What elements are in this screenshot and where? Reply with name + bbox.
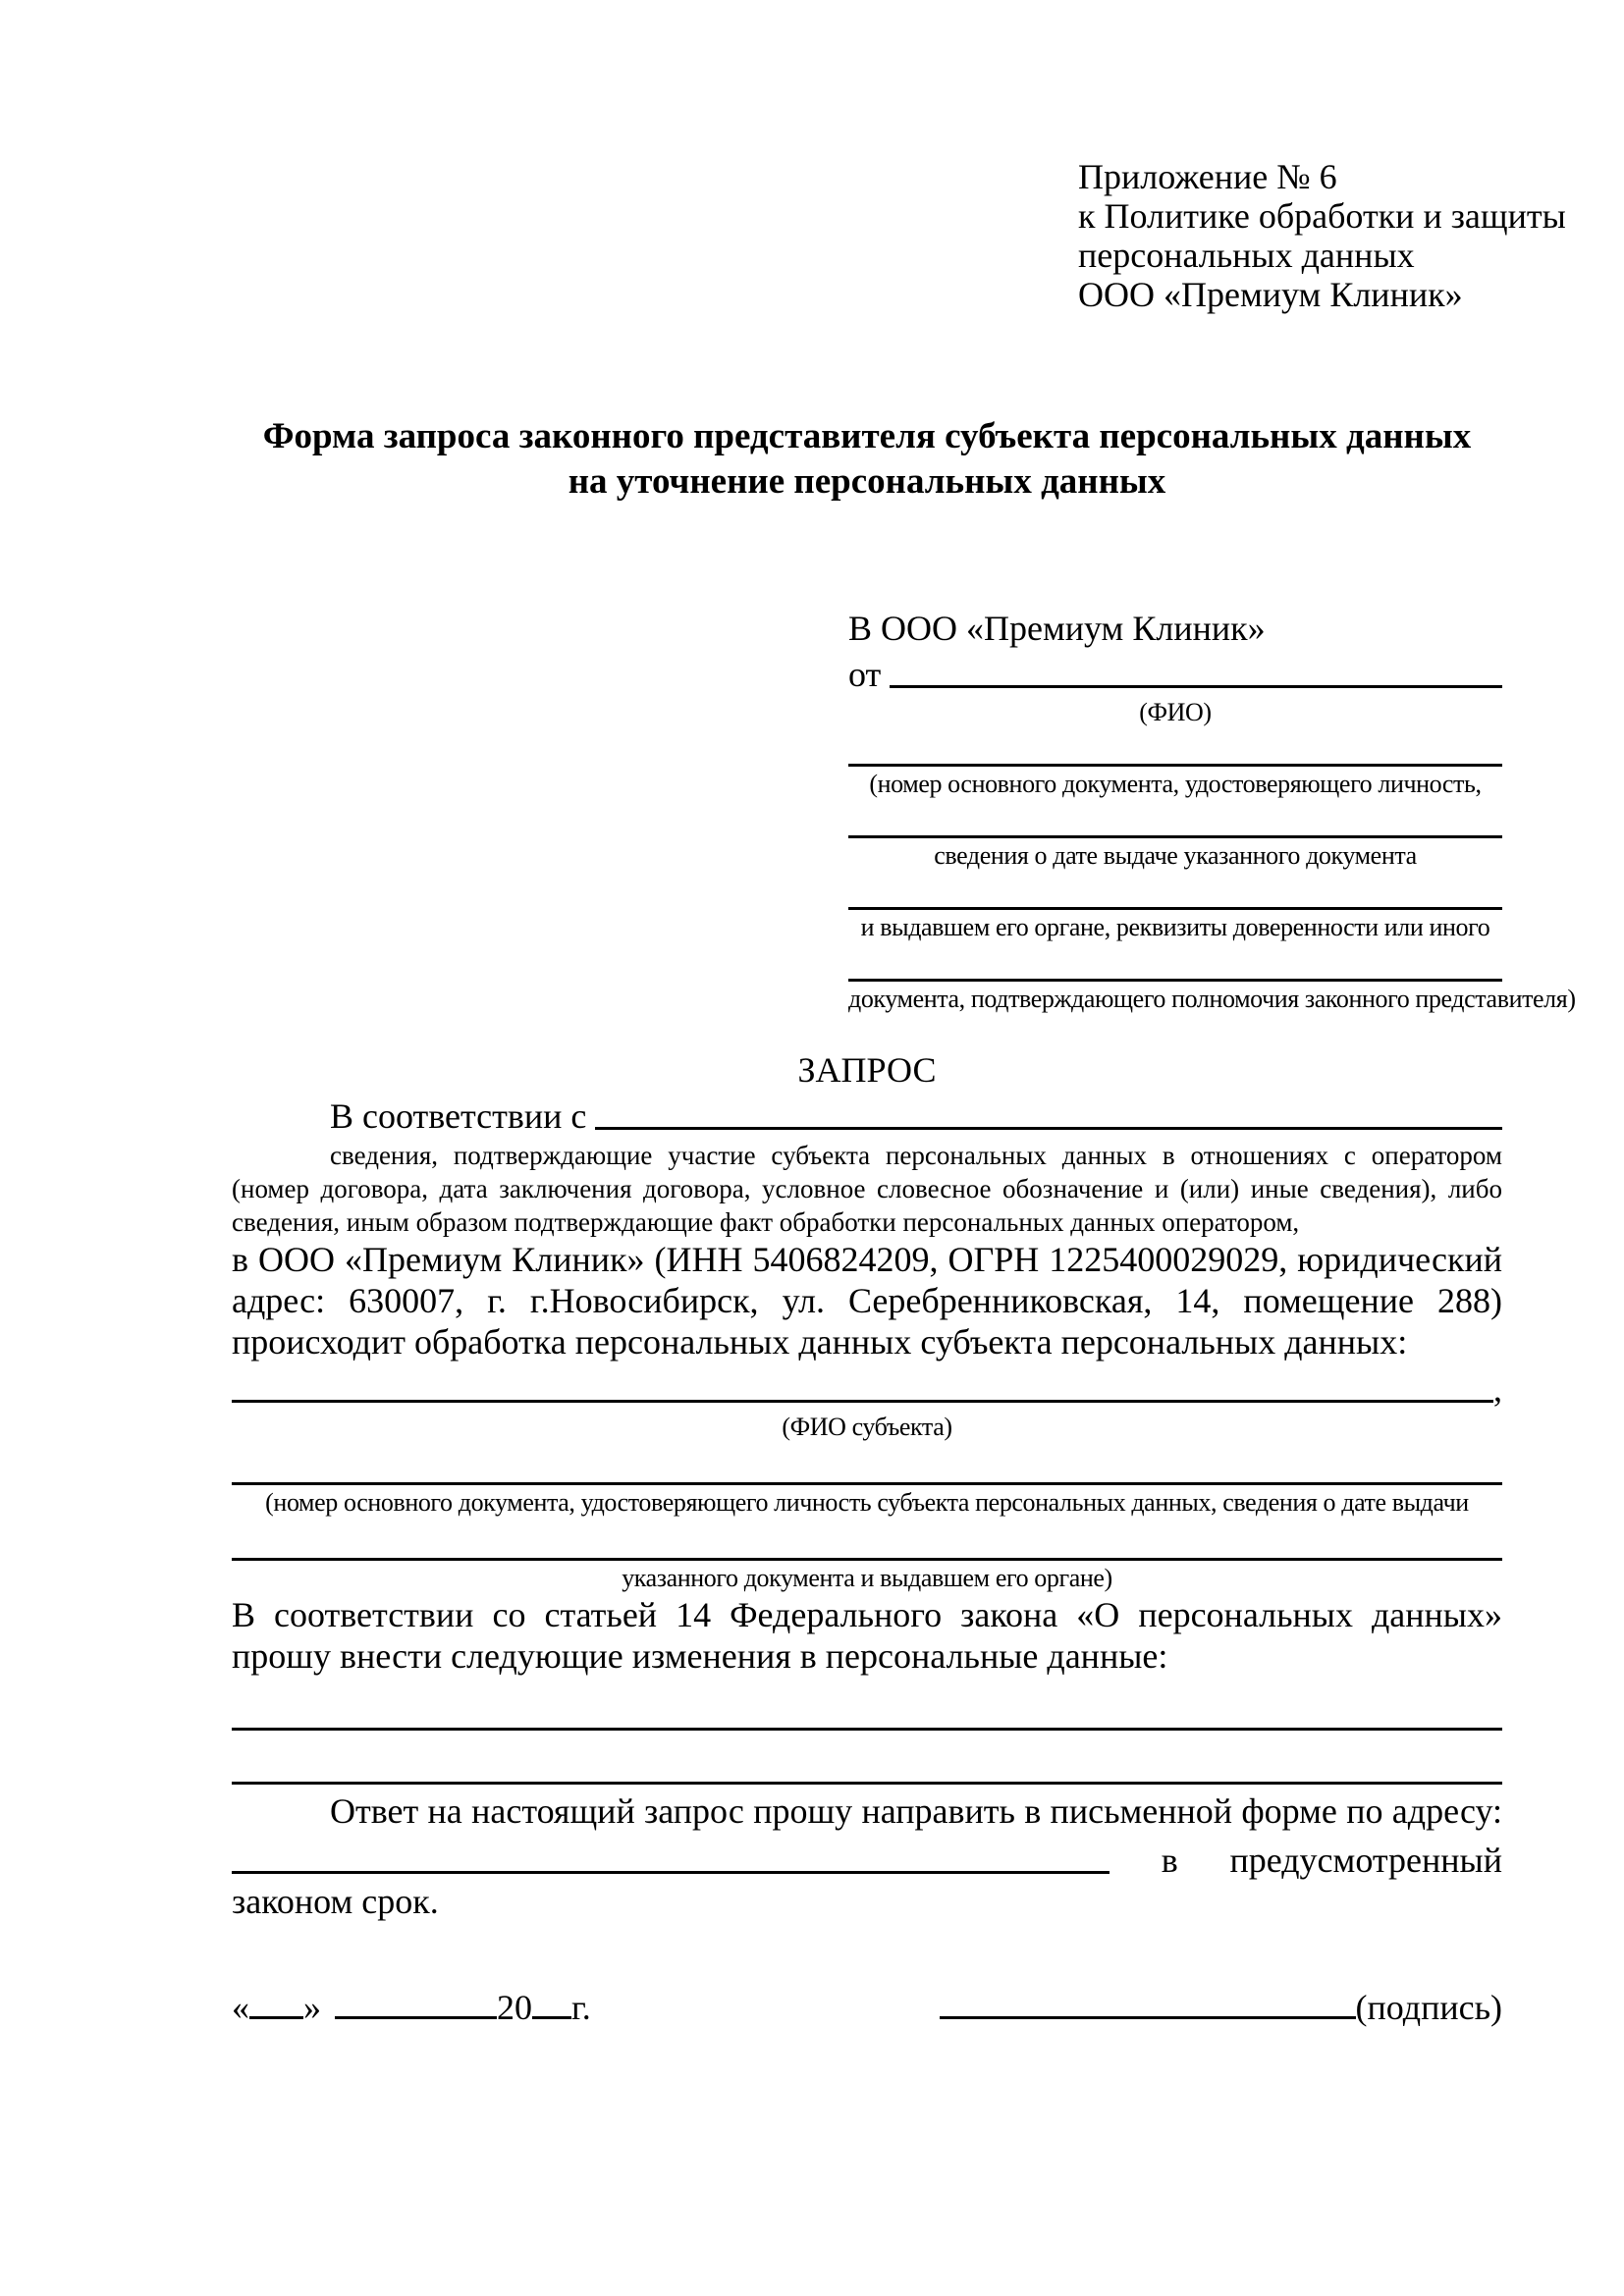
blank-line <box>232 1443 1502 1485</box>
blank-line <box>848 872 1502 910</box>
issue-date-caption: сведения о дате выдаче указанного документа <box>934 841 1417 870</box>
appendix-line: ООО «Премиум Клиник» <box>1078 275 1463 314</box>
operator-paragraph: в ООО «Премиум Клиник» (ИНН 5406824209, ОГРН 1225400029029, юридический адрес: 630007, г. г.Новосибирск, ул. Серебренниковская, 14, помещение 288) происходит обработка персональных данных субъекта персональных данных: <box>232 1240 1502 1362</box>
from-row <box>848 654 1502 695</box>
signature-blank <box>940 1987 1356 2019</box>
blank-line <box>232 1731 1502 1785</box>
document-content <box>232 157 1576 2028</box>
subject-fio-row <box>232 1368 1502 1410</box>
answer-word-v: в <box>1161 1841 1178 1880</box>
signature-caption: (подпись) <box>1355 1988 1502 2027</box>
from-blank-line <box>890 685 1502 688</box>
appendix-line: персональных данных <box>1078 236 1415 275</box>
month-blank <box>335 1987 497 2019</box>
subject-fio-caption: (ФИО субъекта) <box>782 1413 952 1441</box>
appendix-line: к Политике обработки и защиты <box>1078 196 1566 236</box>
date-signature-row <box>232 1987 1502 2028</box>
answer-paragraph: Ответ на настоящий запрос прошу направить в письменной форме по адресу: <box>330 1791 1502 1831</box>
addressee-organization: В ООО «Премиум Клиник» <box>848 609 1266 648</box>
accordance-blank-line <box>595 1127 1502 1130</box>
addressee-block <box>848 607 1576 1015</box>
signature-line <box>940 1987 1502 2028</box>
fio-caption: (ФИО) <box>1139 698 1212 726</box>
answer-word-predusmotrenny: предусмотренный <box>1229 1841 1502 1880</box>
document-title <box>232 414 1502 505</box>
year-blank <box>532 1987 571 2019</box>
blank-line <box>232 1677 1502 1731</box>
blank-line <box>848 800 1502 838</box>
blank-line <box>848 728 1502 767</box>
document-title-line2: на уточнение персональных данных <box>568 461 1166 502</box>
document-number-caption: (номер основного документа, удостоверяющего личность, <box>869 770 1482 798</box>
article-paragraph: В соответствии со статьей 14 Федерального закона «О персональных данных» прошу внести следующие изменения в персональные данные: <box>232 1595 1502 1676</box>
day-blank <box>249 1987 303 2019</box>
request-heading: ЗАПРОС <box>797 1050 937 1090</box>
answer-address-row <box>232 1840 1502 1881</box>
blank-line <box>232 1519 1502 1561</box>
year-prefix: 20 <box>497 1988 532 2027</box>
quote-close: » <box>303 1988 321 2027</box>
date-line <box>232 1987 591 2028</box>
blank-line <box>848 943 1502 982</box>
accordance-prefix: В соответствии с <box>330 1096 596 1136</box>
year-suffix: г. <box>571 1988 591 2027</box>
address-blank-line <box>232 1871 1110 1874</box>
document-title-line1: Форма запроса законного представителя субъекта персональных данных <box>262 416 1472 456</box>
from-label: от <box>848 655 891 694</box>
subject-document-caption-2: указанного документа и выдавшем его органе) <box>622 1564 1112 1592</box>
issuing-authority-caption: и выдавшем его органе, реквизиты доверенности или иного <box>860 913 1490 941</box>
accordance-footnote: сведения, подтверждающие участие субъекта персональных данных в отношениях с оператором (номер договора, дата заключения договора, условное словесное обозначение и (или) иные сведения), либо сведения, иным образом подтверждающие факт обработки персональных данных оператором, <box>232 1141 1502 1237</box>
subject-document-caption-1: (номер основного документа, удостоверяющего личность субъекта персональных данных, сведения о дате выдачи <box>265 1488 1469 1517</box>
answer-closing: законом срок. <box>232 1882 439 1921</box>
accordance-row <box>232 1095 1502 1137</box>
trailing-comma: , <box>1493 1369 1502 1409</box>
representative-authority-caption: документа, подтверждающего полномочия законного представителя) <box>848 985 1576 1013</box>
appendix-note <box>1078 157 1566 314</box>
quote-open: « <box>232 1988 249 2027</box>
appendix-line: Приложение № 6 <box>1078 157 1337 196</box>
subject-fio-blank-line <box>232 1400 1493 1403</box>
